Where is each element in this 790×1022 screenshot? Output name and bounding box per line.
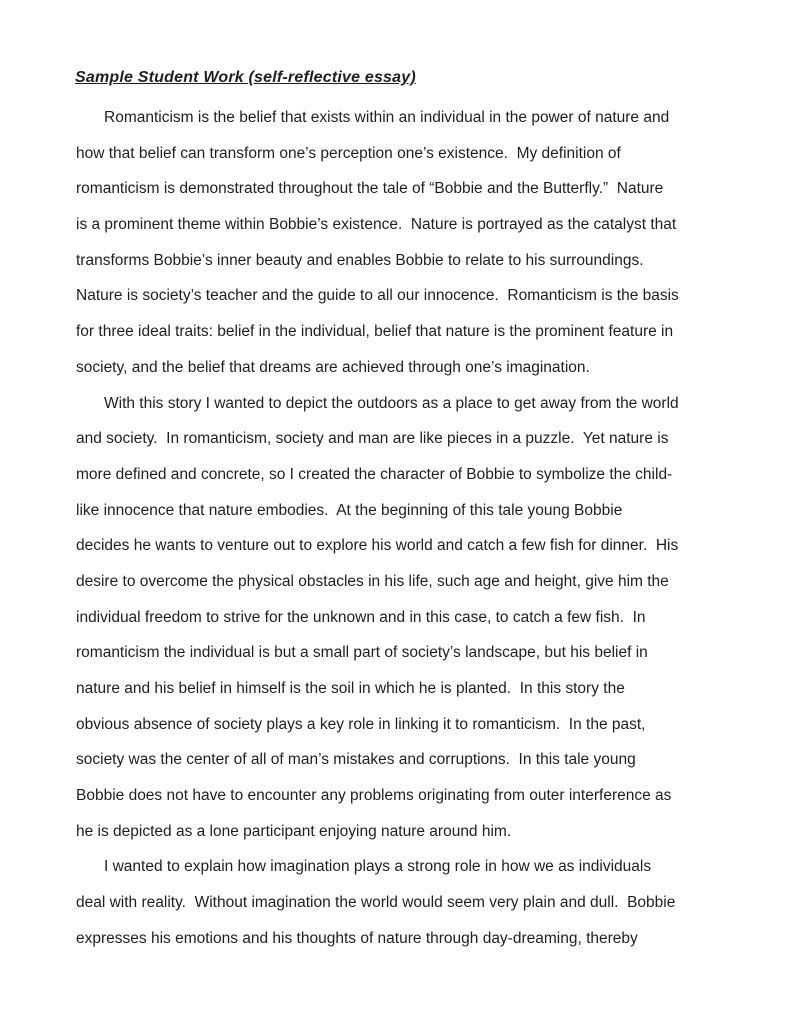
text-line: society, and the belief that dreams are achieved through one’s imagination.	[76, 358, 590, 376]
text-line: society was the center of all of man’s mistakes and corruptions. In this tale young	[76, 751, 636, 769]
text-line: decides he wants to venture out to explore his world and catch a few fish for dinner. His	[76, 537, 679, 555]
text-line: he is depicted as a lone participant enjoying nature around him.	[76, 822, 512, 840]
essay-body	[76, 100, 720, 957]
text-line: romanticism is demonstrated throughout the tale of “Bobbie and the Butterfly.” Nature	[76, 180, 664, 198]
document-title: Sample Student Work (self-reflective essay)	[75, 69, 416, 86]
text-line: nature and his belief in himself is the soil in which he is planted. In this story the	[76, 680, 625, 697]
text-line: Nature is society’s teacher and the guide to all our innocence. Romanticism is the basis	[76, 287, 679, 305]
text-line: obvious absence of society plays a key role in linking it to romanticism. In the past,	[76, 715, 646, 733]
text-line: transforms Bobbie’s inner beauty and enables Bobbie to relate to his surroundings.	[76, 251, 644, 269]
text-line: With this story I wanted to depict the outdoors as a place to get away from the world	[104, 394, 679, 412]
text-line: for three ideal traits: belief in the individual, belief that nature is the prominent feature in	[76, 323, 674, 341]
text-line: expresses his emotions and his thoughts of nature through day-dreaming, thereby	[76, 929, 638, 947]
text-line: deal with reality. Without imagination the world would seem very plain and dull. Bobbie	[76, 894, 676, 912]
text-line: I wanted to explain how imagination plays a strong role in how we as individuals	[104, 858, 652, 876]
text-line: like innocence that nature embodies. At the beginning of this tale young Bobbie	[76, 501, 623, 519]
text-line: more defined and concrete, so I created the character of Bobbie to symbolize the child-	[76, 465, 673, 483]
text-line: Bobbie does not have to encounter any problems originating from outer interference as	[76, 787, 672, 805]
text-line: Romanticism is the belief that exists within an individual in the power of nature and	[104, 109, 670, 126]
text-line: how that belief can transform one’s perception one’s existence. My definition of	[76, 144, 621, 162]
paragraph-1	[76, 100, 720, 386]
paragraph-3	[76, 849, 720, 956]
paragraph-2	[76, 386, 720, 850]
text-line: and society. In romanticism, society and man are like pieces in a puzzle. Yet nature is	[76, 430, 669, 448]
text-line: individual freedom to strive for the unknown and in this case, to catch a few fish. In	[76, 608, 646, 626]
text-line: is a prominent theme within Bobbie’s existence. Nature is portrayed as the catalyst that	[76, 216, 677, 234]
text-line: romanticism the individual is but a small part of society’s landscape, but his belief in	[76, 644, 648, 662]
text-line: desire to overcome the physical obstacles in his life, such age and height, give him the	[76, 572, 669, 590]
